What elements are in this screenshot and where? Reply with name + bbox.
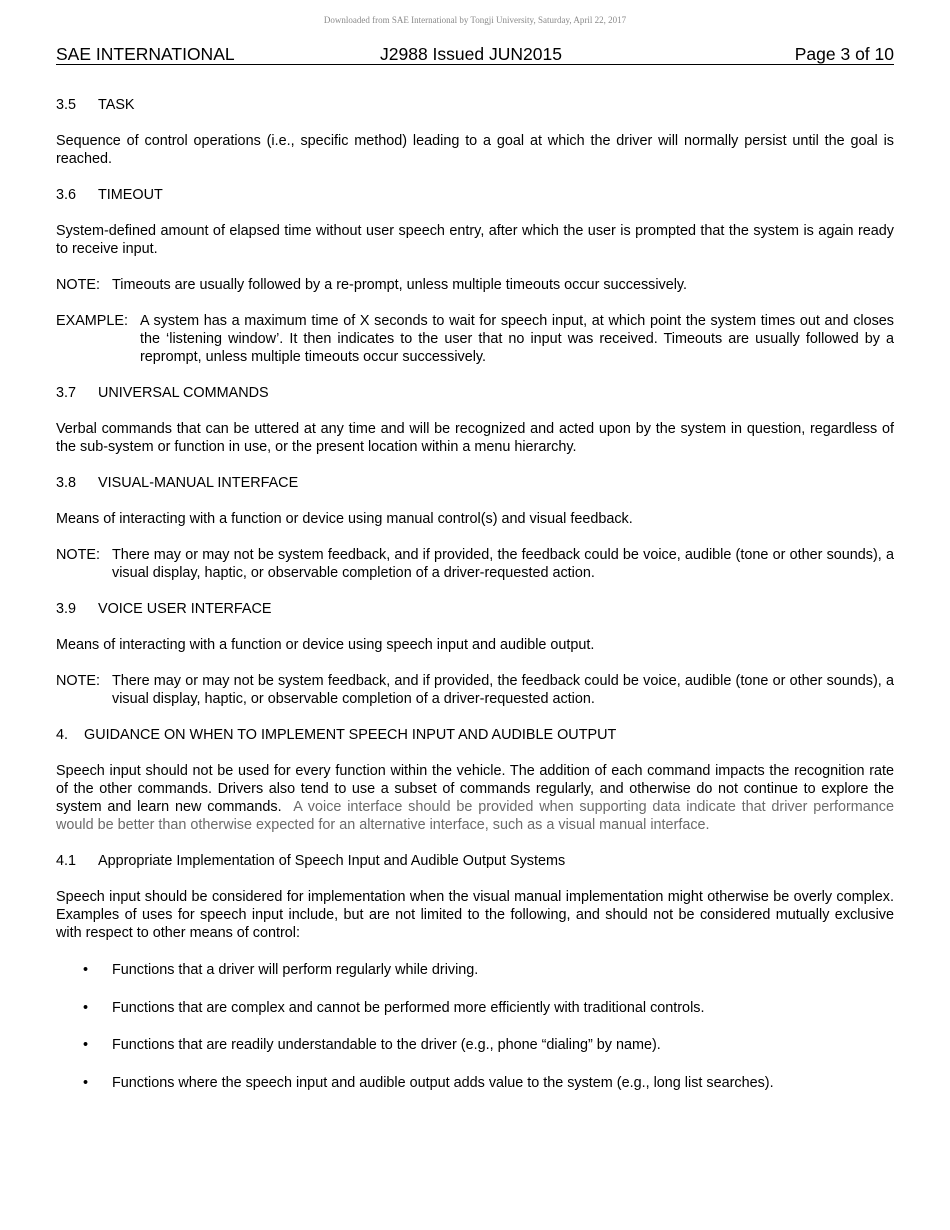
- section-number: 3.8: [56, 475, 77, 491]
- section-4-body-main: Speech input should not be used for every function within the vehicle. The addition of each command impacts the recognition rate of the other commands. Drivers also tend to use a subset of commands regularly, and otherwise do not continue to explore the system and learn new commands.: [56, 763, 894, 815]
- section-number: 4.1: [56, 853, 77, 869]
- section-number: 3.7: [56, 385, 77, 401]
- list-item: [56, 999, 894, 1017]
- example-text: A system has a maximum time of X seconds to wait for speech input, at which point the system times out and closes the ‘listening window’. It then indicates to the user that no input was received. Timeouts are usually followed by a reprompt, unless multiple timeouts occur successively.: [140, 313, 894, 365]
- section-3-6-note: [56, 276, 894, 294]
- document-body: [56, 96, 894, 1092]
- section-number: 3.9: [56, 601, 77, 617]
- note-text: Timeouts are usually followed by a re-prompt, unless multiple timeouts occur successively.: [112, 277, 688, 293]
- section-3-7-heading: [56, 384, 894, 402]
- bullet-icon: •: [83, 999, 89, 1016]
- list-item: [56, 961, 894, 979]
- section-3-5-body: Sequence of control operations (i.e., specific method) leading to a goal at which the driver will normally persist until the goal is reached.: [56, 133, 894, 167]
- note-label: NOTE:: [56, 277, 100, 293]
- section-3-9-body: Means of interacting with a function or device using speech input and audible output.: [56, 637, 595, 653]
- list-item-text: Functions that are complex and cannot be performed more efficiently with traditional controls.: [112, 999, 705, 1016]
- section-4-heading: [56, 726, 894, 744]
- section-3-6-example: [56, 312, 894, 366]
- bullet-icon: •: [83, 1037, 89, 1053]
- section-3-8-note: [56, 546, 894, 582]
- download-watermark: Downloaded from SAE International by Tongji University, Saturday, April 22, 2017: [323, 15, 627, 25]
- list-item-text: Functions where the speech input and audible output adds value to the system (e.g., long list searches).: [112, 1074, 774, 1091]
- section-title: VOICE USER INTERFACE: [98, 601, 272, 617]
- header-page-number: Page 3 of 10: [794, 44, 894, 64]
- section-3-7-body: Verbal commands that can be uttered at any time and will be recognized and acted upon by the system in question, regardless of the sub-system or function in use, or the present location within a menu hierarchy.: [56, 421, 894, 455]
- section-4-1-heading: [56, 852, 894, 870]
- example-label: EXAMPLE:: [56, 313, 128, 329]
- list-item: [56, 1074, 894, 1092]
- section-3-6-body: System-defined amount of elapsed time without user speech entry, after which the user is prompted that the system is again ready to receive input.: [56, 223, 894, 257]
- section-title: VISUAL-MANUAL INTERFACE: [98, 475, 299, 491]
- note-text: There may or may not be system feedback, and if provided, the feedback could be voice, audible (tone or other sounds), a visual display, haptic, or observable completion of a driver-requested action.: [112, 547, 894, 581]
- list-item-text: Functions that a driver will perform regularly while driving.: [112, 962, 479, 978]
- section-title: Appropriate Implementation of Speech Input and Audible Output Systems: [98, 853, 566, 869]
- note-label: NOTE:: [56, 673, 100, 689]
- list-item-text: Functions that are readily understandable to the driver (e.g., phone “dialing” by name).: [112, 1037, 661, 1053]
- list-item: [56, 1036, 894, 1054]
- section-3-6-heading: [56, 186, 894, 204]
- section-number: 3.6: [56, 187, 77, 203]
- bullet-icon: •: [83, 1074, 89, 1091]
- section-number: 4.: [56, 727, 69, 743]
- header-publisher: SAE INTERNATIONAL: [56, 44, 235, 64]
- section-3-8-body: Means of interacting with a function or device using manual control(s) and visual feedback.: [56, 511, 633, 527]
- bullet-icon: •: [83, 962, 89, 978]
- section-4-1-body: Speech input should be considered for implementation when the visual manual implementation might otherwise be overly complex. Examples of uses for speech input include, but are not limited to the following, and should not be considered mutually exclusive with respect to other means of control:: [56, 889, 894, 941]
- section-3-5-heading: [56, 96, 894, 114]
- section-title: TASK: [98, 97, 135, 113]
- section-number: 3.5: [56, 97, 77, 113]
- section-title: TIMEOUT: [98, 187, 163, 203]
- header-document-id: J2988 Issued JUN2015: [380, 44, 562, 64]
- section-3-9-note: [56, 672, 894, 708]
- page-header: [56, 44, 894, 65]
- note-text: There may or may not be system feedback, and if provided, the feedback could be voice, audible (tone or other sounds), a visual display, haptic, or observable completion of a driver-requested action.: [112, 673, 894, 707]
- section-3-8-heading: [56, 474, 894, 492]
- section-title: GUIDANCE ON WHEN TO IMPLEMENT SPEECH INPUT AND AUDIBLE OUTPUT: [84, 727, 617, 743]
- section-4-body: [56, 762, 894, 834]
- section-4-body-revision: A voice interface should be provided when supporting data indicate that driver performance would be better than otherwise expected for an alternative interface, such as a visual manual interface.: [56, 799, 894, 833]
- section-title: UNIVERSAL COMMANDS: [98, 385, 269, 401]
- note-label: NOTE:: [56, 547, 100, 563]
- speech-use-list: [56, 961, 894, 1092]
- section-3-9-heading: [56, 600, 894, 618]
